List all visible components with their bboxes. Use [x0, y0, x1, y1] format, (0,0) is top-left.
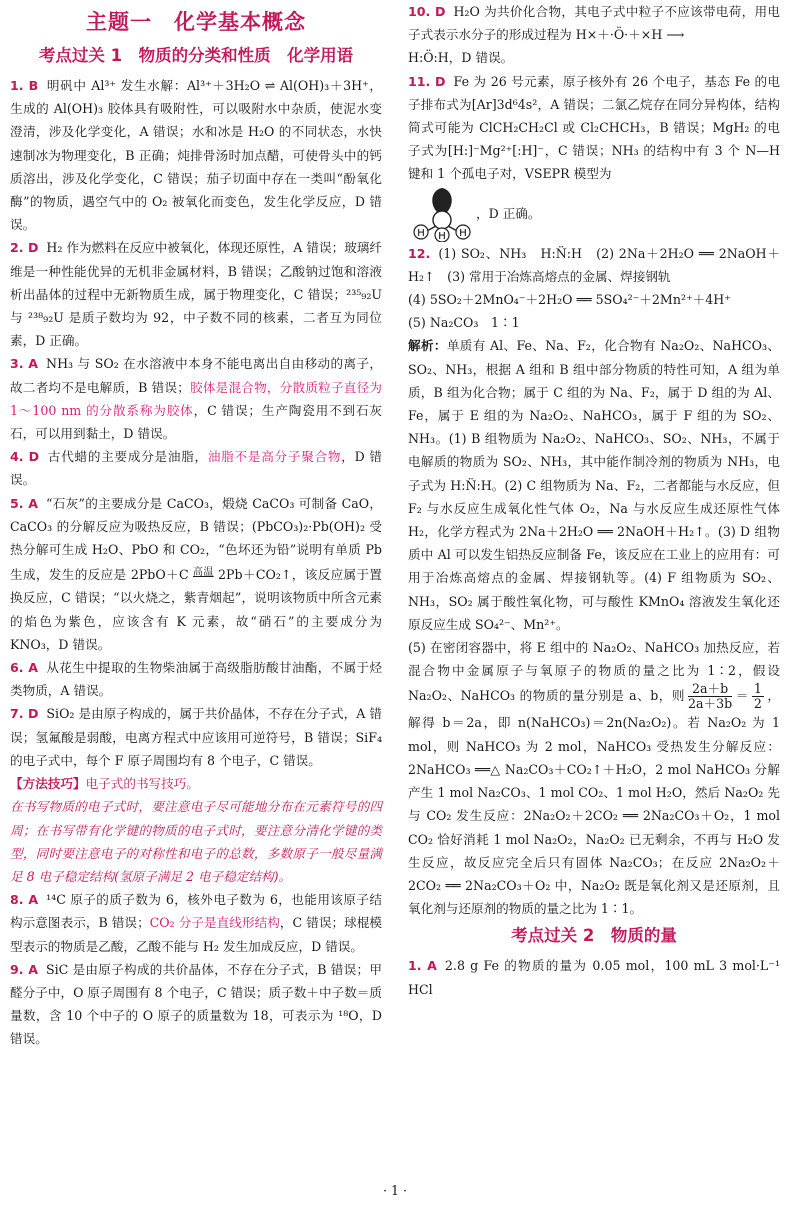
analysis	[408, 334, 780, 636]
answer-number: 9. A	[10, 961, 38, 977]
answer-text: H₂ 作为燃料在反应中被氧化，体现还原性，A 错误；玻璃纤维是一种性能优异的无机非金属材料，B 错误；乙酸钠过饱和溶液析出晶体的过程中无新物质生成，属于物理变化，C 错误；²³⁵₉₂U 与 ²³⁸₉₂U 是质子数均为 92，中子数不同的核素，二者互为同位素，D 正确。	[10, 240, 382, 349]
answer-text: 古代蜡的主要成分是油脂，	[47, 449, 208, 465]
answer-text: H₂O 为共价化合物，其电子式中粒子不应该带电荷，用电子式表示水分子的形成过程为 H×＋·Ö·＋×H ⟶	[408, 4, 780, 43]
answer-text: SiC 是由原子构成的共价晶体，不存在分子式，B 错误；甲醛分子中，O 原子周围有 8 个电子，C 错误；质子数＋中子数＝质量数，含 10 个中子的 O 原子的质量数为 18，可表示为 ¹⁸O，D 错误。	[10, 961, 382, 1047]
answer-text: ，C 错误；生产陶瓷用不到石灰石，可以用到黏土，D 错误。	[10, 402, 383, 442]
vsepr-h-label: H	[438, 230, 446, 242]
answer-number: 2. D	[10, 240, 39, 256]
analysis-text: ，解得 b＝2a，即 n(NaHCO₃)＝2n(Na₂O₂)。若 Na₂O₂ 为 1 mol，则 NaHCO₃ 为 2 mol，NaHCO₃ 受热发生分解反应：2NaHCO₃ ══△ Na₂CO₃＋CO₂↑＋H₂O，2 mol NaHCO₃ 分解产生 1 mol Na₂CO₃、1 mol CO₂、1 mol H₂O，然后 Na₂O₂ 先与 CO₂ 发生反应：2Na₂O₂＋2CO₂ ══ 2Na₂CO₃＋O₂，1 mol CO₂ 恰好消耗 1 mol Na₂O₂，Na₂O₂ 已无剩余，不再与 H₂O 发生反应，故反应完全后只有固体 Na₂CO₃；在反应 2Na₂O₂＋2CO₂ ══ 2Na₂CO₃＋O₂ 中，Na₂O₂ 既是氧化剂又是还原剂，且氧化剂与还原剂的物质的量之比为 1∶1。	[408, 688, 781, 917]
answer-text: 从花生中提取的生物柴油属于高级脂肪酸甘油酯，不属于烃类物质，A 错误。	[10, 660, 382, 699]
answer-number: 4. D	[10, 449, 40, 465]
vsepr-h-label: H	[417, 227, 425, 239]
page-title: 主题一 化学基本概念	[86, 10, 306, 34]
fraction-denominator: 2	[753, 696, 762, 712]
answer-text: 2.8 g Fe 的物质的量为 0.05 mol，100 mL 3 mol·L⁻¹ HCl	[408, 958, 780, 997]
answer-number: 1. A	[408, 958, 437, 974]
answer-text: “石灰”的主要成分是 CaCO₃，煅烧 CaCO₃ 可制备 CaO，CaCO₃ 的分解反应为吸热反应，B 错误；(PbCO₃)₂·Pb(OH)₂ 受热分解可生成 H₂O、PbO 和 CO₂，“色坏还为铅”说明有单质 Pb 生成，发生的反应是 2PbO＋C	[10, 495, 382, 583]
method-tip-body: 在书写物质的电子式时，要注意电子尽可能地分布在元素符号的四周；在书写带有化学键的物质的电子式时，要注意分清化学键的类型，同时要注意电子的对称性和电子的总数，多数原子一般尽量满足 8 电子稳定结构(氢原子满足 2 电子稳定结构)。	[10, 799, 382, 884]
answer-1	[10, 74, 382, 236]
answer-number: 12.	[408, 245, 431, 261]
answer-number: 5. A	[10, 495, 38, 511]
answer-9	[10, 958, 382, 1051]
answer-number: 11. D	[408, 73, 446, 89]
right-column	[408, 0, 780, 1001]
answer-3	[10, 352, 382, 445]
answer-12	[408, 242, 780, 288]
answer-4	[10, 445, 382, 491]
section2-answer-1	[408, 954, 780, 1000]
reaction-condition: 高温	[192, 567, 214, 579]
analysis-text: 单质有 Al、Fe、Na、F₂，化合物有 Na₂O₂、NaHCO₃、SO₂、NH₃，根据 A 组和 B 组中部分物质的特性可知，A 组为单质，B 组为化合物；属于 C 组的为 Na、F₂，属于 D 组的为 Al、Fe，属于 E 组的为 Na₂O₂、NaHCO₃，属于 F 组的为 SO₂、NH₃。(1) B 组物质为 Na₂O₂、NaHCO₃、SO₂、NH₃，不属于电解质的物质为 SO₂、NH₃，其中能作制冷剂的物质为 NH₃，电子式为 H:N̈:H。(2) C 组物质为 Na、F₂，二者都能与水反应，但 F₂ 与水反应生成氧化性气体 O₂，Na 与水反应生成还原性气体 H₂，化学方程式为 2Na＋2H₂O ══ 2NaOH＋H₂↑。(3) D 组物质中 Al 可以发生铝热反应制备 Fe，该反应在工业上的应用有：可用于冶炼高熔点的金属、焊接钢轨等。(4) F 组物质为 SO₂、NH₃，SO₂ 属于酸性氧化物，可与酸性 KMnO₄ 溶液发生氧化还原反应生成 SO₄²⁻、Mn²⁺。	[408, 338, 781, 632]
fraction-numerator: 1	[753, 681, 762, 697]
answer-number: 8. A	[10, 892, 39, 908]
answer-number: 10. D	[408, 4, 446, 19]
answer-text: H:Ö:H，D 错误。	[408, 50, 514, 66]
answer-text: SiO₂ 是由原子构成的，属于共价晶体，不存在分子式，A 错误；氢氟酸是弱酸，电离方程式中应该用可逆符号，B 错误；SiF₄ 的电子式中，每个 F 原子周围均有 8 个电子，C 错误。	[10, 706, 382, 768]
answer-text: 2Pb＋CO₂↑，该反应属于置换反应，C 错误；“以火烧之，紫青烟起”，说明该物质中所含元素的焰色为紫色，应该含有 K 元素，故“硝石”的主要成分为 KNO₃，D 错误。	[10, 567, 383, 652]
analysis-part-5	[408, 636, 780, 920]
answer-part: (1) SO₂、NH₃ H:N̈:H (2) 2Na＋2H₂O ══ 2NaOH＋H₂↑ (3) 常用于冶炼高熔点的金属、焊接钢轨	[408, 245, 780, 284]
answer-7	[10, 702, 382, 772]
highlighted-text: 油脂不是高分子聚合物	[207, 449, 342, 465]
highlighted-text: 胶体是混合物，分散质粒子直径为 1～100 nm 的分散系称为胶体	[10, 379, 383, 418]
method-tip-heading: 电子式的书写技巧。	[85, 776, 199, 792]
answer-number: 1. B	[10, 78, 39, 93]
answer-text: ，C 错误；球棍模型表示的物质是乙酸，乙酸不能与 H₂ 发生加成反应，D 错误。	[10, 915, 383, 954]
analysis-label: 解析：	[408, 338, 447, 354]
vsepr-row	[408, 186, 780, 242]
answer-text: NH₃ 与 SO₂ 在水溶液中本身不能电离出自由移动的离子，故二者均不是电解质，B 错误；	[10, 356, 382, 395]
vsepr-h-label: H	[459, 227, 467, 239]
method-tip-label: 【方法技巧】	[10, 776, 86, 792]
vsepr-model-icon	[408, 186, 476, 242]
answer-12-part-4: (4) 5SO₂＋2MnO₄⁻＋2H₂O ══ 5SO₄²⁻＋2Mn²⁺＋4H⁺	[408, 292, 731, 308]
answer-12-part-5: (5) Na₂CO₃ 1∶1	[408, 315, 520, 331]
page-number: · 1 ·	[382, 1183, 408, 1198]
method-tip	[10, 772, 382, 888]
answer-11	[408, 70, 780, 186]
fraction-denominator: 2a＋3b	[688, 696, 733, 712]
fraction-numerator: 2a＋b	[688, 682, 732, 697]
answer-text: ，D 正确。	[476, 206, 541, 222]
answer-number: 7. D	[10, 706, 39, 722]
fraction	[752, 682, 764, 711]
section-heading-1: 考点过关 1 物质的分类和性质 化学用语	[38, 46, 354, 65]
answer-10	[408, 0, 780, 70]
answer-8	[10, 888, 382, 958]
answer-6	[10, 656, 382, 702]
answer-2	[10, 236, 382, 352]
fraction	[688, 682, 732, 711]
answer-5	[10, 492, 382, 656]
analysis-text: (5) 在密闭容器中，将 E 组中的 Na₂O₂、NaHCO₃ 加热反应，若混合物中金属原子与氧原子的物质的量之比为 1∶2，假设 Na₂O₂、NaHCO₃ 的物质的量分别是 a、b，则	[408, 640, 780, 704]
left-column	[10, 0, 382, 1051]
answer-text: ，D 错误。	[10, 449, 383, 488]
section-heading-2: 考点过关 2 物质的量	[511, 926, 677, 946]
answer-number: 3. A	[10, 356, 39, 372]
answer-text: ¹⁴C 原子的质子数为 6，核外电子数为 6，也能用该原子结构示意图表示，B 错误；	[10, 892, 382, 931]
answer-text: Fe 为 26 号元素，原子核外有 26 个电子，基态 Fe 的电子排布式为[Ar]3d⁶4s²，A 错误；二氯乙烷存在同分异构体，结构简式可能为 ClCH₂CH₂Cl 或 Cl₂CHCH₃，B 错误；MgH₂ 的电子式为[H:]⁻Mg²⁺[:H]⁻，C 错误；NH₃ 的结构中有 3 个 N—H 键和 1 个孤电子对，VSEPR 模型为	[408, 73, 780, 182]
equals-sign: ＝	[735, 688, 749, 704]
answer-number: 6. A	[10, 660, 39, 676]
highlighted-text: CO₂ 分子是直线形结构	[149, 915, 280, 931]
answer-text: 明矾中 Al³⁺ 发生水解：Al³⁺＋3H₂O ⇌ Al(OH)₃＋3H⁺，生成的 Al(OH)₃ 胶体具有吸附性，可以吸附水中杂质，使泥水变澄清，涉及化学变化，A 错误；水和冰是 H₂O 的不同状态，水快速制冰为物理变化，B 正确；炖排骨汤时加点醋，可使骨头中的钙质溶出，涉及化学变化，C 错误；茄子切面中存在一类叫“酚氧化酶”的物质，遇空气中的 O₂ 被氧化而变色，发生化学反应，D 错误。	[10, 78, 382, 233]
